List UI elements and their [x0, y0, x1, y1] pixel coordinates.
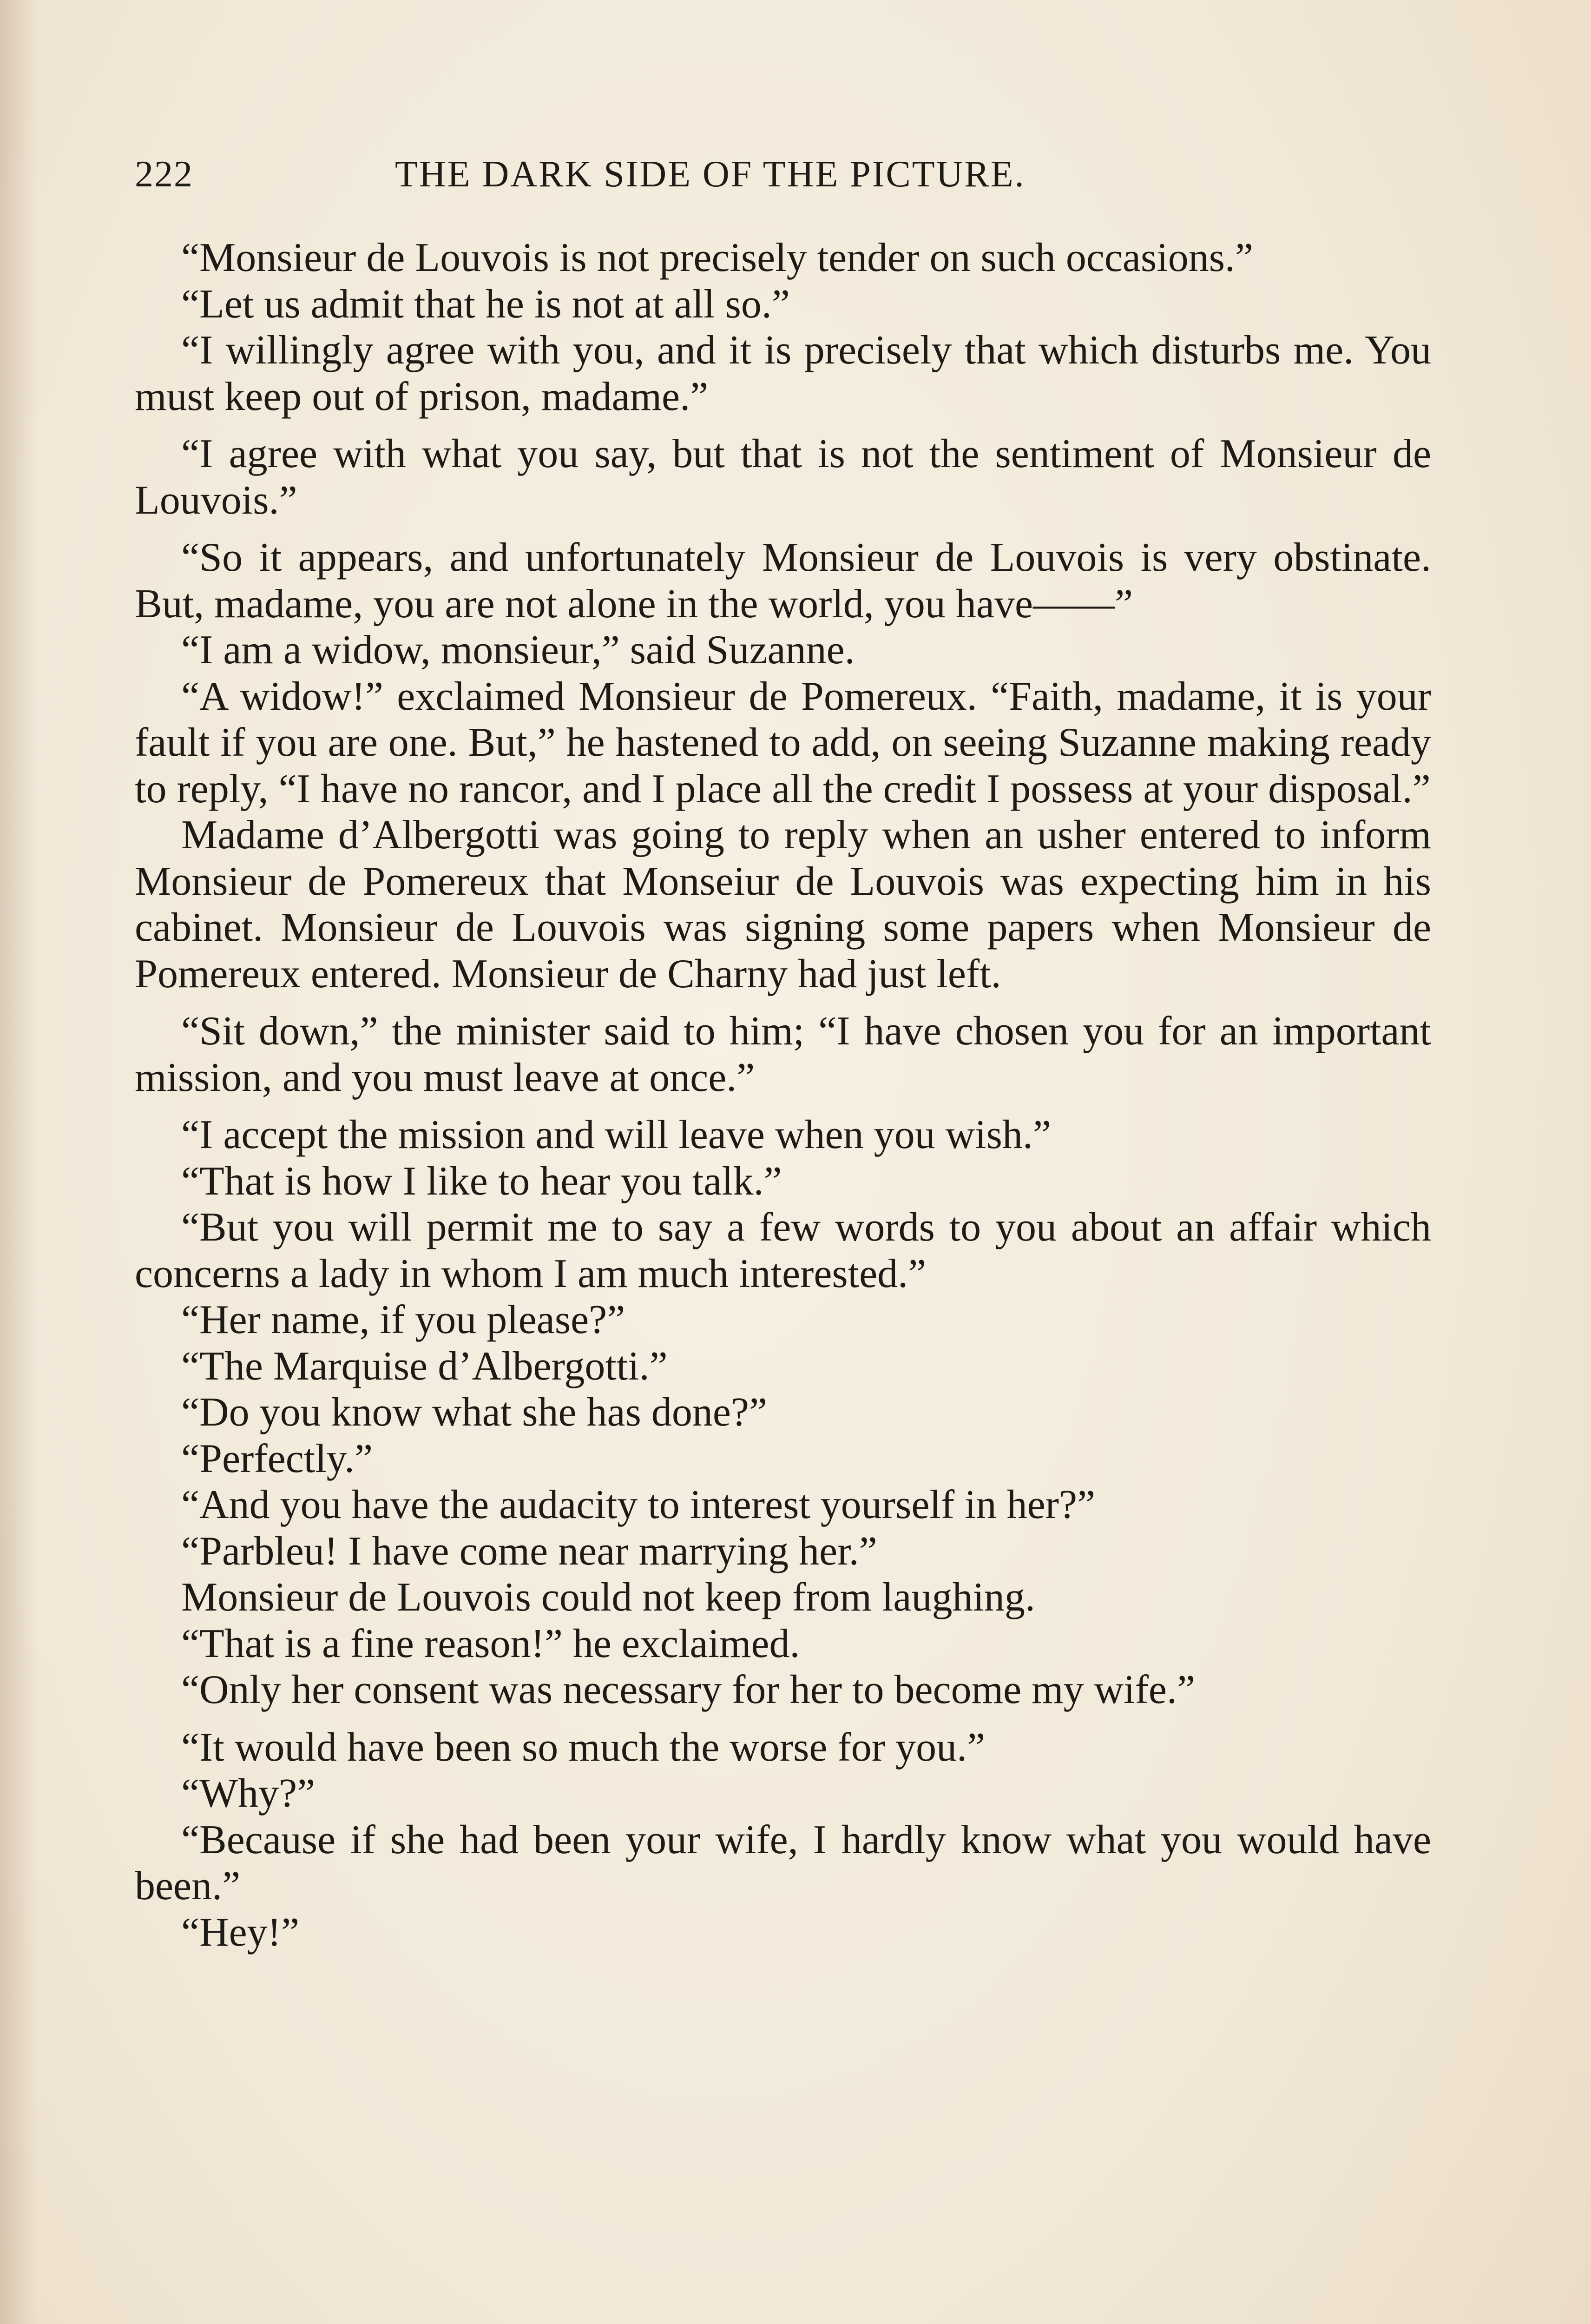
body-text	[135, 235, 1431, 1955]
paragraph: Madame d’Albergotti was going to reply when an usher entered to inform Monsieur de Pomereux that Monseiur de Louvois was expecting him in his cabinet. Monsieur de Louvois was signing some papers when Monsieur de Pomereux entered. Monsieur de Charny had just left.	[135, 812, 1431, 997]
paragraph: “A widow!” exclaimed Monsieur de Pomereux. “Faith, madame, it is your fault if you are one. But,” he hastened to add, on seeing Suzanne making ready to reply, “I have no rancor, and I place all the credit I possess at your disposal.”	[135, 673, 1431, 812]
spine-shadow	[0, 0, 37, 2324]
paragraph: “Perfectly.”	[181, 1436, 373, 1481]
paragraph: “Why?”	[181, 1771, 316, 1816]
paragraph: “But you will permit me to say a few words to you about an affair which concerns a lady in whom I am much interested.”	[135, 1205, 1431, 1296]
paragraph: “Because if she had been your wife, I hardly know what you would have been.”	[135, 1817, 1431, 1908]
paragraph: “It would have been so much the worse for you.”	[181, 1724, 986, 1770]
paragraph: “Monsieur de Louvois is not precisely tender on such occasions.”	[181, 235, 1253, 280]
paragraph: “Her name, if you please?”	[181, 1297, 625, 1342]
paragraph: “I accept the mission and will leave when you wish.”	[181, 1112, 1051, 1157]
paragraph: “Let us admit that he is not at all so.”	[181, 281, 790, 327]
paragraph: “Hey!”	[181, 1909, 300, 1955]
paragraph: “Parbleu! I have come near marrying her.”	[181, 1528, 877, 1574]
running-title: THE DARK SIDE OF THE PICTURE.	[395, 154, 1026, 195]
page-number: 222	[135, 154, 193, 195]
paragraph: “Only her consent was necessary for her to become my wife.”	[181, 1667, 1196, 1712]
paragraph: “I am a widow, monsieur,” said Suzanne.	[181, 627, 855, 673]
paragraph: “I willingly agree with you, and it is precisely that which disturbs me. You must keep out of prison, madame.”	[135, 328, 1431, 419]
paragraph: “And you have the audacity to interest yourself in her?”	[181, 1482, 1096, 1527]
paragraph: “Do you know what she has done?”	[181, 1390, 768, 1435]
paragraph: “So it appears, and unfortunately Monsieur de Louvois is very obstinate. But, madame, you are not alone in the world, you have——”	[135, 535, 1431, 627]
paragraph: “Sit down,” the minister said to him; “I have chosen you for an important mission, and you must leave at once.”	[135, 1009, 1431, 1100]
paragraph: “The Marquise d’Albergotti.”	[181, 1343, 668, 1389]
page-header	[135, 153, 1431, 200]
paragraph: “That is how I like to hear you talk.”	[181, 1158, 782, 1204]
paragraph: “That is a fine reason!” he exclaimed.	[181, 1621, 800, 1666]
paragraph: Monsieur de Louvois could not keep from laughing.	[181, 1575, 1035, 1620]
paragraph: “I agree with what you say, but that is not the sentiment of Monsieur de Louvois.”	[135, 431, 1431, 523]
